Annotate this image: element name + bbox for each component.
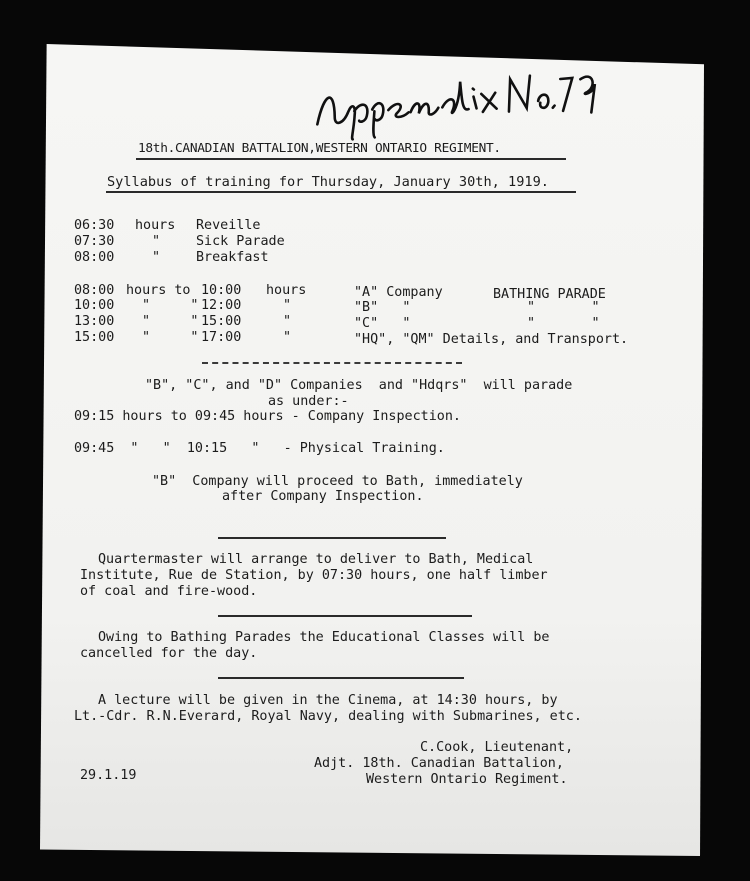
signature-name: C.Cook, Lieutenant, (420, 740, 574, 755)
bathing-connector: " " (142, 330, 199, 345)
bathing-start: 08:00 (74, 283, 115, 298)
bathing-start: 15:00 (74, 330, 115, 345)
signature-regiment: Western Ontario Regiment. (366, 772, 568, 787)
bathing-company: "HQ", "QM" Details, and Transport. (354, 332, 629, 347)
bathing-start: 13:00 (74, 314, 115, 329)
section-divider (218, 537, 446, 539)
bathing-note: " " (527, 316, 600, 331)
routine-event: Breakfast (196, 250, 269, 265)
quartermaster-line: of coal and fire-wood. (80, 584, 258, 599)
bathing-end: 17:00 (201, 330, 242, 345)
bathing-note: BATHING PARADE (493, 287, 606, 302)
routine-event: Reveille (196, 218, 261, 233)
lecture-line: A lecture will be given in the Cinema, at 14:30 hours, by (98, 693, 558, 708)
bathing-end: 15:00 (201, 314, 242, 329)
quartermaster-line: Institute, Rue de Station, by 07:30 hours, one half limber (80, 568, 548, 583)
bathing-end: 10:00 (201, 283, 242, 298)
education-line: cancelled for the day. (80, 646, 258, 661)
bathing-connector: " " (142, 298, 199, 313)
bathing-hours: hours (266, 283, 307, 298)
document-date: 29.1.19 (80, 768, 137, 783)
routine-time: 06:30 (74, 218, 115, 233)
education-line: Owing to Bathing Parades the Educational Classes will be (98, 630, 550, 645)
routine-time: 07:30 (74, 234, 115, 249)
bathing-hours: " (283, 298, 292, 313)
bathing-hours: " (283, 314, 292, 329)
title-underline (106, 191, 576, 193)
signature-appointment: Adjt. 18th. Canadian Battalion, (314, 756, 564, 771)
bathing-connector: hours to (126, 283, 191, 298)
routine-event: Sick Parade (196, 234, 285, 249)
parade-inspection: 09:15 hours to 09:45 hours - Company Inspection. (74, 409, 461, 424)
routine-unit: hours (135, 218, 176, 233)
quartermaster-line: Quartermaster will arrange to deliver to Bath, Medical (98, 552, 534, 567)
parade-intro: "B", "C", and "D" Companies and "Hdqrs" will parade (145, 378, 573, 393)
routine-unit: " (152, 250, 161, 265)
bathing-hours: " (283, 330, 292, 345)
section-divider (218, 615, 472, 617)
bathing-start: 10:00 (74, 298, 115, 313)
unit-heading: 18th.CANADIAN BATTALION,WESTERN ONTARIO REGIMENT. (138, 141, 501, 156)
bathing-company: "B" " (354, 300, 411, 315)
bath-note-cont: after Company Inspection. (222, 489, 424, 504)
bathing-company: "A" Company (354, 285, 443, 300)
section-divider (202, 362, 462, 364)
parade-intro-cont: as under:- (268, 394, 349, 409)
heading-underline (136, 158, 566, 160)
lecture-line: Lt.-Cdr. R.N.Everard, Royal Navy, dealing with Submarines, etc. (74, 709, 582, 724)
section-divider (218, 677, 464, 679)
bathing-company: "C" " (354, 316, 411, 331)
bath-note: "B" Company will proceed to Bath, immediately (152, 474, 523, 489)
bathing-note: " " (527, 300, 600, 315)
parade-physical-training: 09:45 " " 10:15 " - Physical Training. (74, 441, 445, 456)
routine-time: 08:00 (74, 250, 115, 265)
syllabus-title: Syllabus of training for Thursday, January 30th, 1919. (107, 174, 549, 190)
bathing-end: 12:00 (201, 298, 242, 313)
routine-unit: " (152, 234, 161, 249)
bathing-connector: " " (142, 314, 199, 329)
